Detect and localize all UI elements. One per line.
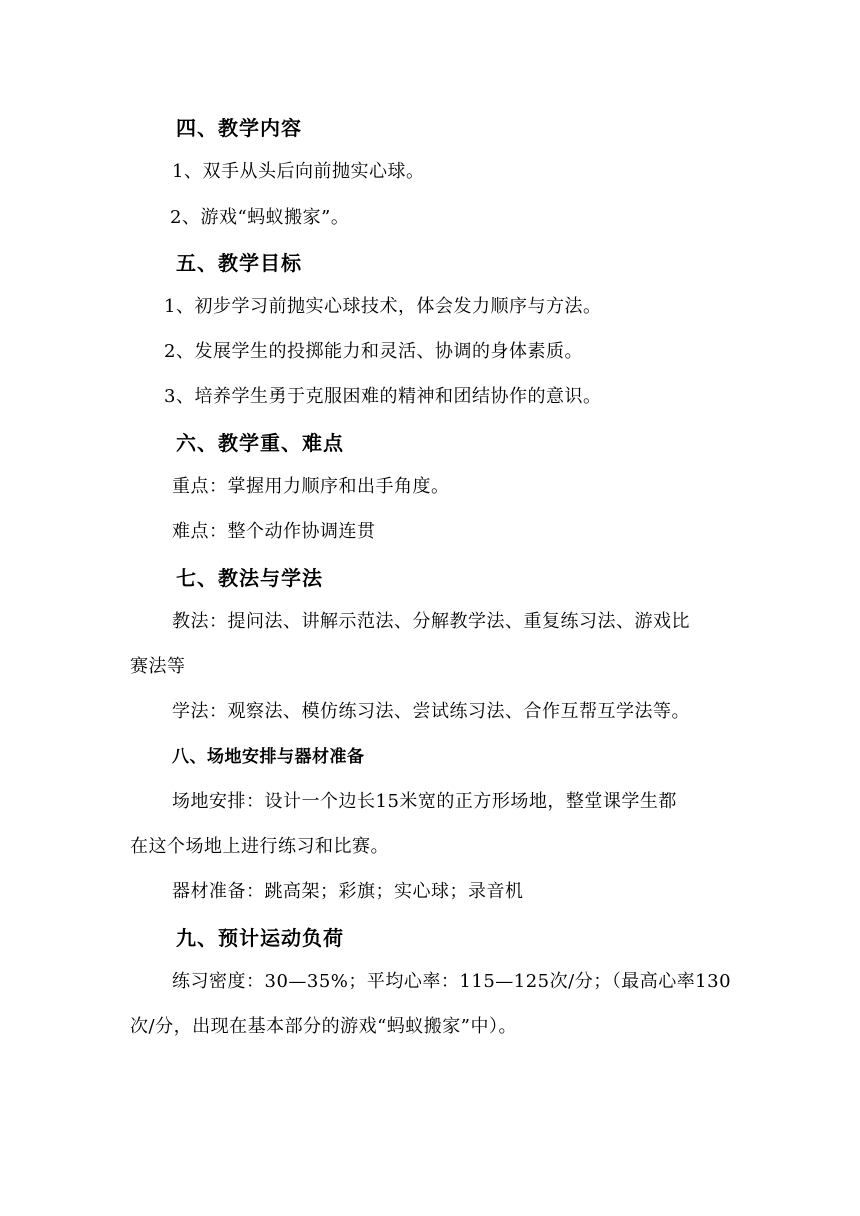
exercise-load-line-2: 次/分，出现在基本部分的游戏“蚂蚁搬家”中）。 (130, 1016, 517, 1037)
section-heading-exercise-load: 九、预计运动负荷 (176, 926, 344, 950)
section-heading-methods: 七、教法与学法 (176, 566, 323, 590)
venue-line-1: 场地安排：设计一个边长15米宽的正方形场地，整堂课学生都 (172, 791, 677, 812)
difficulty-text: 难点：整个动作协调连贯 (172, 521, 376, 542)
teaching-goal-item-3: 3、培养学生勇于克服困难的精神和团结协作的意识。 (164, 386, 602, 407)
learning-method-text: 学法：观察法、模仿练习法、尝试练习法、合作互帮互学法等。 (172, 701, 690, 722)
section-heading-venue-equipment: 八、场地安排与器材准备 (172, 747, 365, 767)
teaching-method-line-2: 赛法等 (130, 656, 186, 677)
section-heading-key-points: 六、教学重、难点 (176, 431, 344, 455)
exercise-load-line-1: 练习密度：30—35%；平均心率：115—125次/分；（最高心率130 (172, 971, 732, 992)
key-point-text: 重点：掌握用力顺序和出手角度。 (172, 476, 450, 497)
teaching-goal-item-2: 2、发展学生的投掷能力和灵活、协调的身体素质。 (164, 341, 583, 362)
venue-line-2: 在这个场地上进行练习和比赛。 (130, 836, 389, 857)
teaching-content-item-1: 1、双手从头后向前抛实心球。 (172, 161, 425, 182)
teaching-method-line-1: 教法：提问法、讲解示范法、分解教学法、重复练习法、游戏比 (172, 611, 690, 632)
equipment-text: 器材准备：跳高架；彩旗；实心球；录音机 (172, 881, 524, 902)
section-heading-teaching-goals: 五、教学目标 (176, 251, 302, 275)
teaching-goal-item-1: 1、初步学习前抛实心球技术，体会发力顺序与方法。 (164, 296, 602, 317)
section-heading-teaching-content: 四、教学内容 (176, 116, 302, 140)
teaching-content-item-2: 2、游戏“蚂蚁搬家”。 (170, 207, 350, 228)
